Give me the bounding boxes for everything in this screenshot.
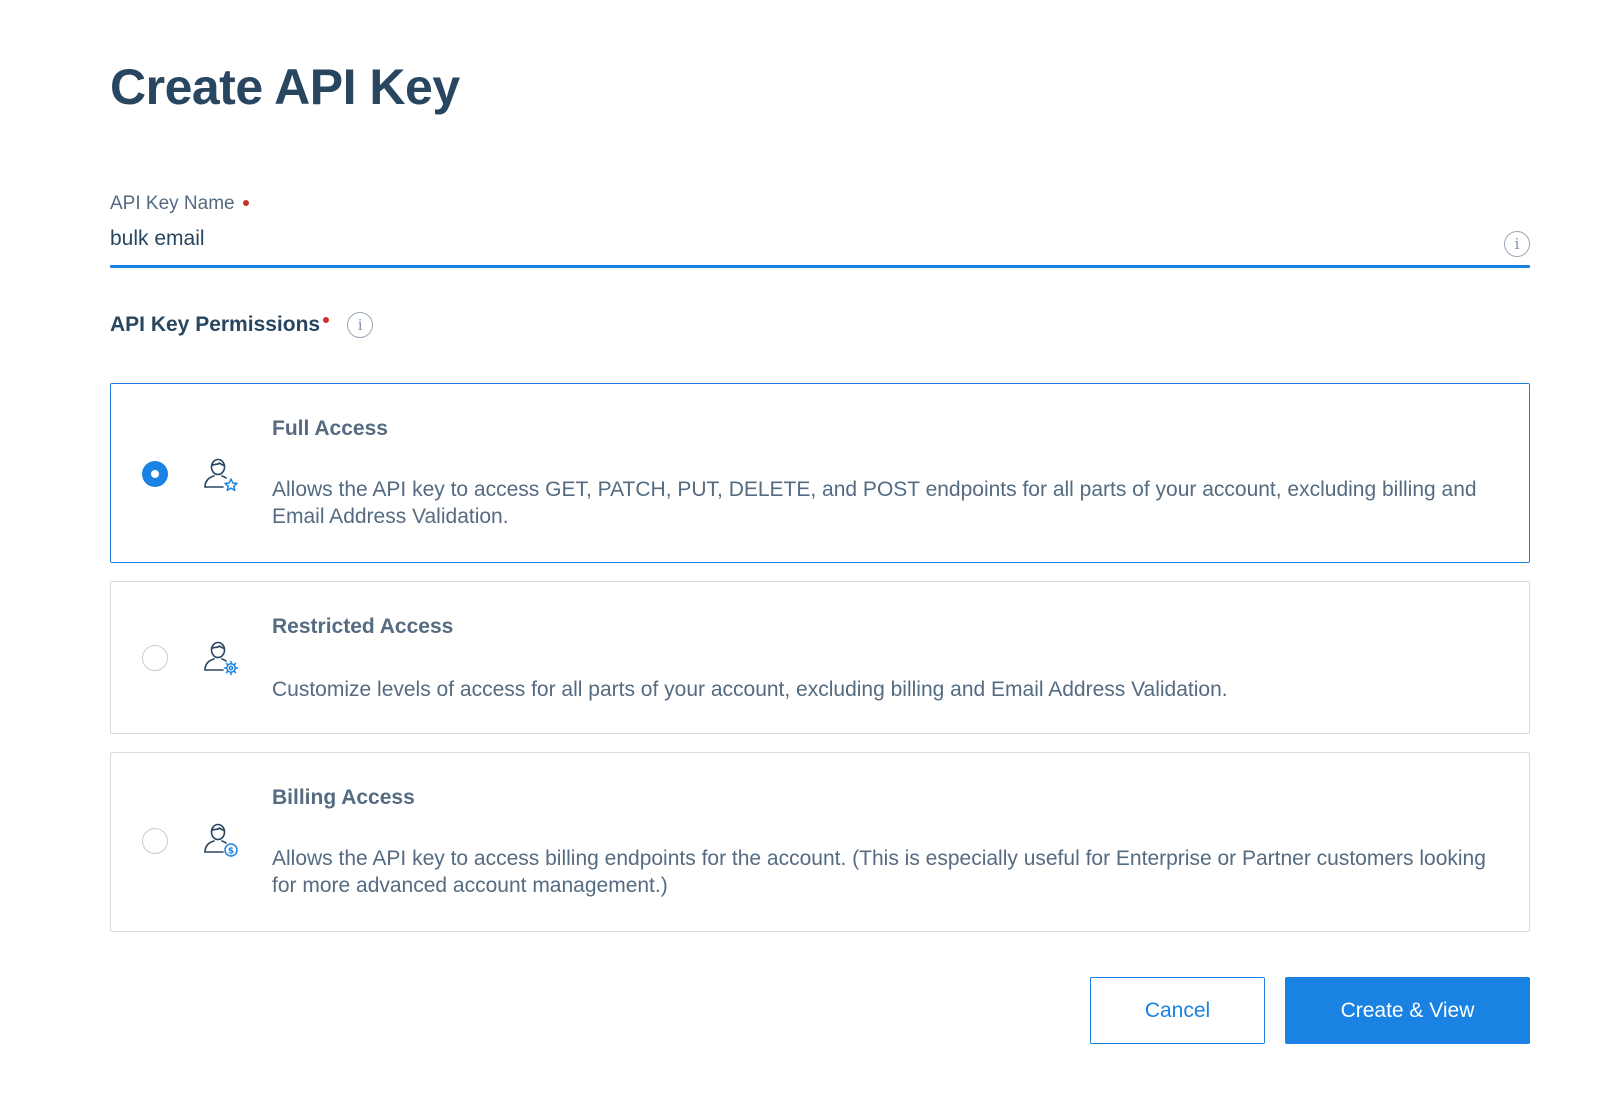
info-icon[interactable]: i xyxy=(1504,231,1530,257)
api-key-name-label xyxy=(110,193,1530,215)
billing-access-radio[interactable] xyxy=(142,828,168,854)
user-star-icon xyxy=(201,456,241,496)
full-access-description: Allows the API key to access GET, PATCH, PUT, DELETE, and POST endpoints for all parts of your account, excluding billing and Email Address Validation. xyxy=(272,478,1477,528)
api-key-name-input[interactable] xyxy=(110,223,1500,255)
info-icon[interactable]: i xyxy=(347,312,373,338)
permissions-header xyxy=(110,312,373,338)
input-underline xyxy=(110,265,1530,268)
create-and-view-button[interactable]: Create & View xyxy=(1285,977,1530,1044)
permission-option-full-access[interactable] xyxy=(110,383,1530,563)
billing-access-title: Billing Access xyxy=(272,786,415,809)
api-key-name-field xyxy=(110,193,1530,268)
restricted-access-description: Customize levels of access for all parts of your account, excluding billing and Email Address Validation. xyxy=(272,678,1228,701)
restricted-access-title: Restricted Access xyxy=(272,615,454,638)
api-key-name-label-text: API Key Name xyxy=(110,193,235,214)
required-indicator xyxy=(323,317,329,323)
billing-access-description: Allows the API key to access billing endpoints for the account. (This is especially useful for Enterprise or Partner customers looking for more advanced account management.) xyxy=(272,847,1486,897)
user-dollar-icon xyxy=(201,821,241,861)
permission-option-billing-access[interactable] xyxy=(110,752,1530,932)
permissions-label: API Key Permissions xyxy=(110,313,321,336)
full-access-radio[interactable] xyxy=(142,461,168,487)
user-gear-icon xyxy=(201,639,241,679)
restricted-access-radio[interactable] xyxy=(142,645,168,671)
svg-text:$: $ xyxy=(227,846,235,857)
full-access-title: Full Access xyxy=(272,417,388,440)
permission-option-restricted-access[interactable] xyxy=(110,581,1530,734)
cancel-button[interactable]: Cancel xyxy=(1090,977,1265,1044)
page-title: Create API Key xyxy=(110,59,460,115)
required-indicator xyxy=(243,200,249,206)
